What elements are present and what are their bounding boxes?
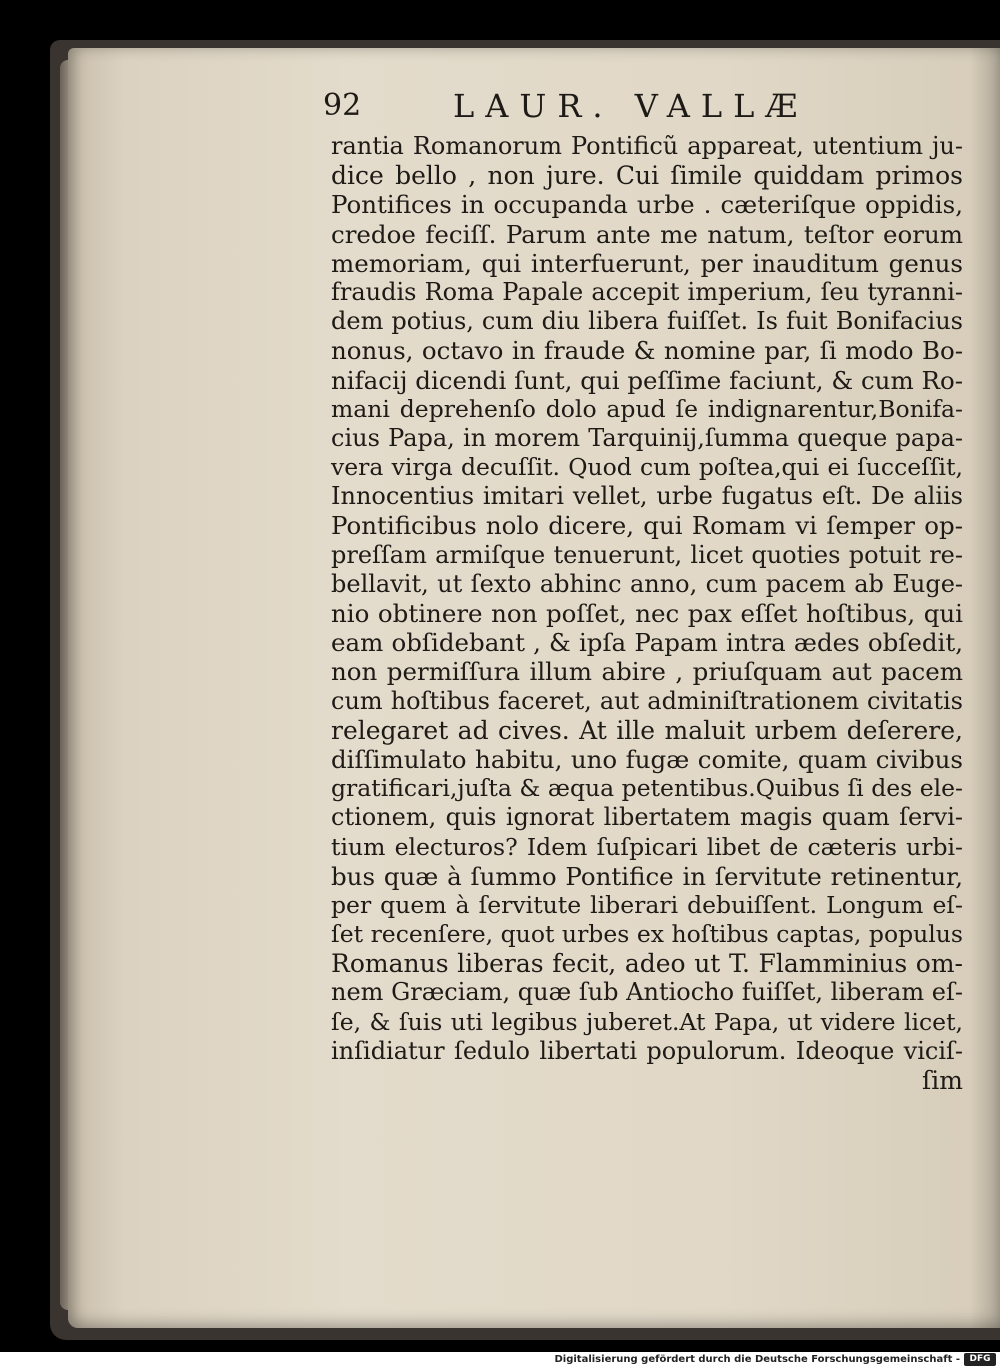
text-line: nio obtinere non poſſet, nec pax eſſet hoſtibus, qui	[331, 599, 963, 628]
text-line: Innocentius imitari vellet, urbe fugatus eſt. De aliis	[331, 482, 963, 511]
text-line: eam obſidebant , & ipſa Papam intra ædes obſedit,	[331, 628, 963, 658]
page-number: 92	[323, 88, 362, 123]
text-line: ſim	[922, 1066, 963, 1095]
spine-shadow	[970, 48, 1000, 1328]
text-line: gratificari,juſta & æqua petentibus.Quibus ſi des ele-	[331, 774, 963, 803]
text-line: preſſam armiſque tenuerunt, licet quoties potuit re-	[331, 540, 963, 569]
text-line: inſidiatur ſedulo libertati populorum. Ideoque viciſ-	[331, 1036, 963, 1065]
text-line: per quem à ſervitute liberari debuiſſent. Longum eſ-	[331, 890, 963, 919]
running-head: LAUR. VALLÆ	[453, 87, 809, 125]
text-line: memoriam, qui interfuerunt, per inauditum genus	[331, 248, 963, 278]
text-line: tium electuros? Idem ſuſpicari libet de cæteris urbi-	[331, 832, 963, 861]
text-line: ſet recenſere, quot urbes ex hoſtibus captas, populus	[331, 920, 963, 949]
text-line: vera virga decuſſit. Quod cum poſtea,qui ei ſucceſſit,	[331, 453, 963, 482]
dfg-logo-icon: DFG	[964, 1353, 996, 1366]
text-line: dem potius, cum diu libera fuiſſet. Is fuit Bonifacius	[331, 307, 963, 336]
text-line: dice bello , non jure. Cui ſimile quiddam primos	[331, 161, 963, 191]
text-line: credoe feciſſ. Parum ante me natum, teſtor eorum	[331, 219, 963, 249]
text-line: Romanus liberas fecit, adeo ut T. Flamminius om-	[331, 949, 963, 979]
text-line: cius Papa, in morem Tarquinij,ſumma queque papa-	[331, 423, 963, 452]
text-line: cum hoſtibus faceret, aut adminiſtrationem civitatis	[331, 686, 963, 715]
digitization-credit: Digitalisierung gefördert durch die Deutsche Forschungsgemeinschaft -	[554, 1354, 960, 1365]
text-line: diſſimulato habitu, uno fugæ comite, quam civibus	[331, 744, 963, 774]
text-line: bus quæ à ſummo Pontifice in ſervitute retinentur,	[331, 861, 963, 891]
text-line: nonus, octavo in fraude & nomine par, ſi modo Bo-	[331, 336, 963, 366]
body-text	[331, 132, 963, 1095]
text-line: rantia Romanorum Pontificũ appareat, utentium ju-	[331, 132, 963, 160]
text-line: bellavit, ut ſexto abhinc anno, cum pacem ab Euge-	[331, 569, 963, 598]
text-line: nifacij dicendi ſunt, qui peſſime faciunt, & cum Ro-	[331, 365, 963, 395]
text-line: Pontifices in occupanda urbe . cæteriſque oppidis,	[331, 190, 963, 220]
text-line: mani deprehenſo dolo apud ſe indignarentur,Bonifa-	[331, 394, 963, 423]
text-line: fraudis Roma Papale accepit imperium, ſeu tyranni-	[331, 277, 963, 306]
text-line: Pontificibus nolo dicere, qui Romam vi ſemper op-	[331, 511, 963, 541]
page-header	[323, 86, 963, 130]
text-line: ſe, & ſuis uti legibus juberet.At Papa, ut videre licet,	[331, 1007, 963, 1036]
text-line: non permiſſura illum abire , priuſquam aut pacem	[331, 657, 963, 687]
text-line: ctionem, quis ignorat libertatem magis quam ſervi-	[331, 803, 963, 832]
text-line: relegaret ad cives. At ille maluit urbem deſerere,	[331, 715, 963, 745]
text-line: nem Græciam, quæ ſub Antiocho fuiſſet, liberam eſ-	[331, 978, 963, 1007]
